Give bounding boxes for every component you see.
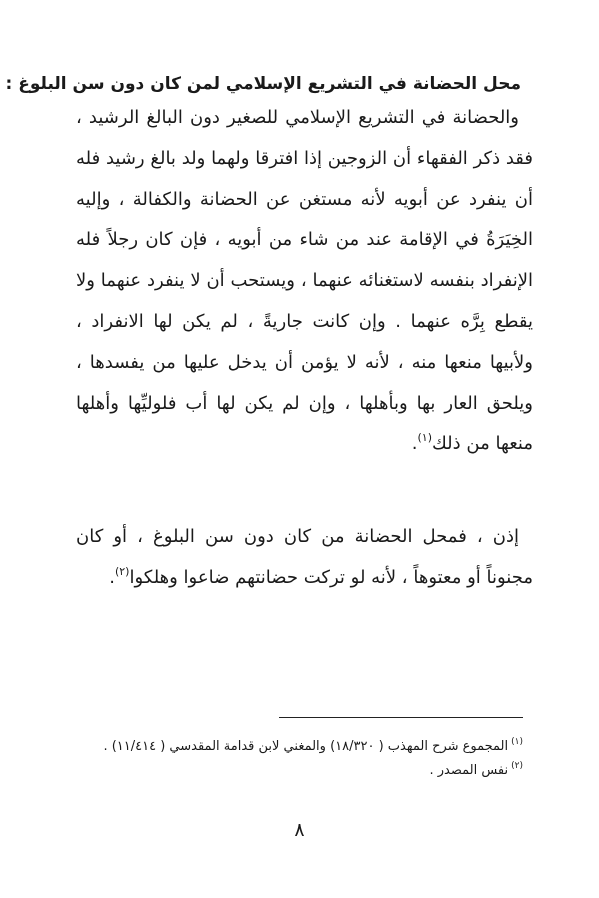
footnote-ref-1: (١) — [417, 431, 432, 445]
paragraph-1-text: والحضانة في التشريع الإسلامي للصغير دون البالغ الرشيد ، فقد ذكر الفقهاء أن الزوجين إذا افترقا ولهما ولد بالغ رشيد فله أن ينفرد عن أبويه لأنه مستغن عن الحضانة والكفالة ، وإليه الخِيَرَةُ في الإقامة عند من شاء من أبويه ، فإن كان رجلاً فله الإنفراد بنفسه لاستغنائه عنهما ، ويستحب أن لا ينفرد عنهما ولا يقطع بِرَّه عنهما . وإن كانت جاريةً ، لم يكن لها الانفراد ، ولأبيها منعها منه ، لأنه لا يؤمن أن يدخل عليها من يفسدها ، ويلحق العار بها وبأهلها ، وإن لم يكن لها أب فلوليِّها وأهلها منعها من ذلك — [76, 107, 533, 455]
footnote-separator — [279, 717, 523, 718]
paragraph-1-end: . — [411, 433, 418, 455]
paragraph-2-end: . — [109, 566, 115, 588]
footnote-2-mark: (٢) — [511, 761, 523, 771]
footnote-1-mark: (١) — [511, 737, 523, 747]
page-number: ٨ — [294, 819, 305, 841]
paragraph-2-text: إذن ، فمحل الحضانة من كان دون سن البلوغ ، أو كان مجنوناً أو معتوهاً ، لأنه لو تركت حضانتهم ضاعوا وهلكوا — [76, 526, 533, 588]
footnote-2-text: نفس المصدر . — [429, 763, 509, 778]
footnote-2 — [80, 761, 523, 782]
footnote-1 — [80, 737, 523, 758]
section-heading: محل الحضانة في التشريع الإسلامي لمن كان دون سن البلوغ : — [5, 74, 521, 94]
footnote-ref-2: (٢) — [114, 564, 130, 578]
paragraph-2 — [76, 517, 533, 601]
paragraph-1 — [76, 98, 533, 467]
footnote-1-text: المجموع شرح المهذب ( ١٨/٣٢٠) والمغني لابن قدامة المقدسي ( ١١/٤١٤) . — [103, 739, 509, 754]
